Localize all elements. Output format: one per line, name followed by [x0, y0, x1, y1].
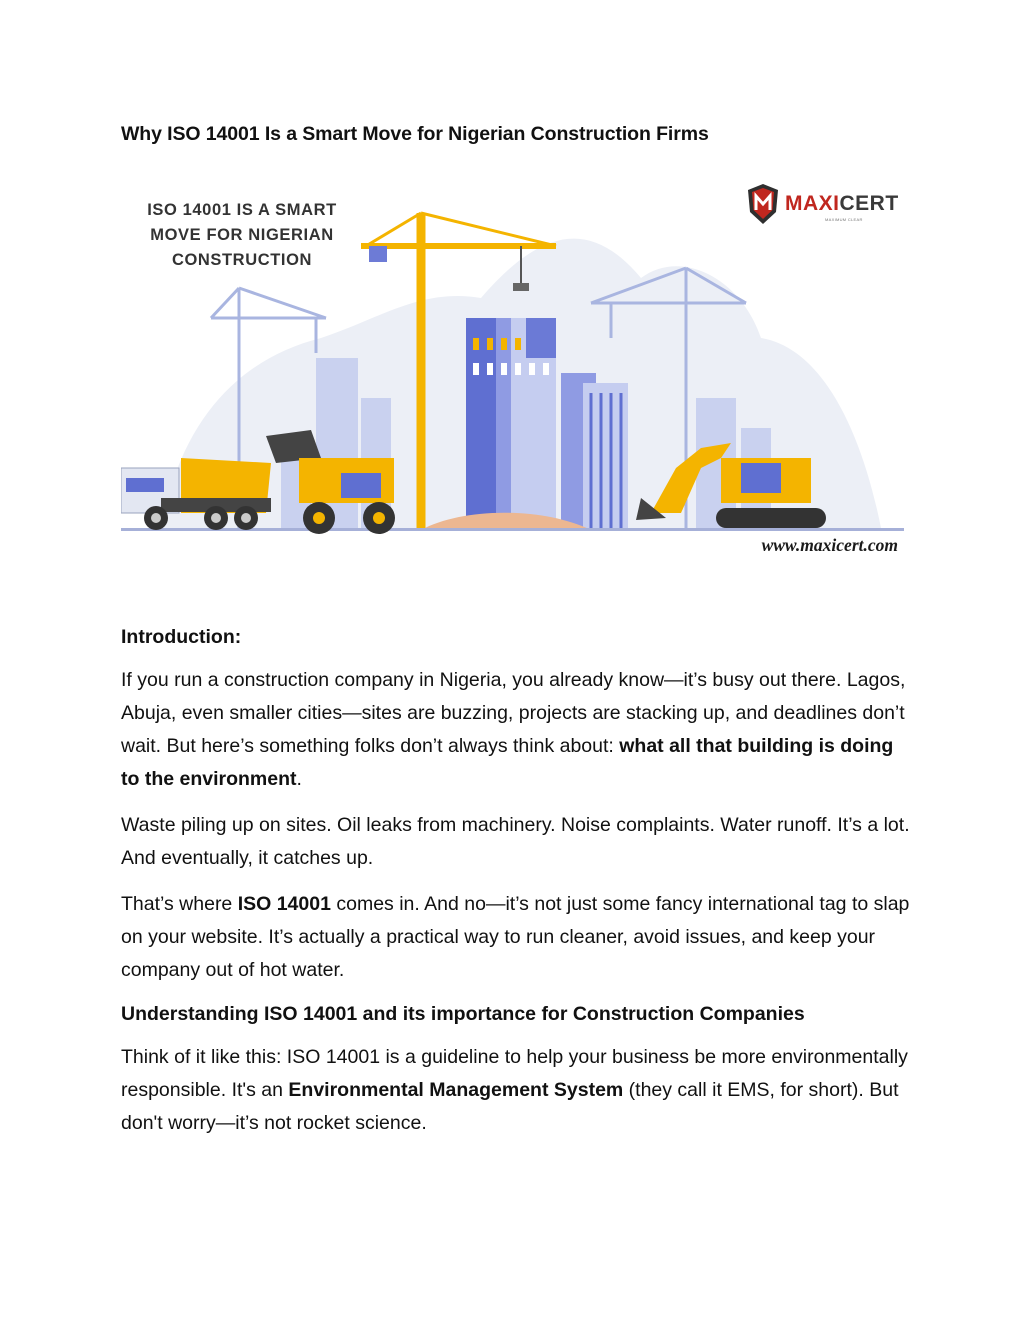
banner-heading: ISO 14001 IS A SMART MOVE FOR NIGERIAN CONSTRUCTION — [147, 201, 337, 269]
intro-paragraph-3 — [121, 888, 911, 987]
intro-p1-bold: what all that building is doing to the environment — [121, 735, 894, 790]
shield-m-icon — [745, 182, 781, 226]
section-p1-text: Think of it like this: ISO 14001 is a guideline to help your business be more environmentally responsible. It's an — [121, 1046, 908, 1101]
intro-p1-end: . — [296, 768, 302, 790]
page-title: Why ISO 14001 Is a Smart Move for Nigerian Construction Firms — [121, 123, 709, 145]
intro-p3-bold: ISO 14001 — [237, 893, 331, 915]
article-body — [121, 623, 911, 1153]
crane-counterweight — [369, 246, 387, 262]
logo-name-part2: CERT — [839, 192, 899, 215]
intro-heading: Introduction: — [121, 626, 242, 648]
main-building — [466, 318, 556, 528]
right-building — [561, 373, 628, 528]
logo-tagline: MAXIMUM CLEAR — [825, 217, 863, 222]
logo-name-part1: MAXI — [785, 192, 840, 215]
section-heading: Understanding ISO 14001 and its importance for Construction Companies — [121, 1003, 805, 1025]
intro-p3-text: That’s where — [121, 893, 238, 915]
intro-p3-text-2: comes in. And no—it’s not just some fancy international tag to slap on your website. It’s actually a practical way to run cleaner, avoid issues, and keep your company out of hot water. — [121, 893, 910, 981]
crane-hook — [513, 283, 529, 291]
intro-paragraph-1 — [121, 664, 911, 796]
section-p1-text-2: (they call it EMS, for short). But don't worry—it’s not rocket science. — [121, 1079, 899, 1134]
intro-p1-text: If you run a construction company in Nigeria, you already know—it’s busy out there. Lagos, Abuja, even smaller cities—sites are buzzing, projects are stacking up, and deadlines don’t wait. But here’s something folks don’t always think about: — [121, 669, 906, 757]
logo-wordmark — [785, 192, 899, 216]
maxicert-logo — [745, 182, 899, 230]
section-paragraph-1 — [121, 1041, 911, 1140]
banner-url: www.maxicert.com — [761, 535, 898, 555]
intro-paragraph-2: Waste piling up on sites. Oil leaks from machinery. Noise complaints. Water runoff. It’s a lot. And eventually, it catches up. — [121, 814, 910, 869]
ground-line — [121, 528, 904, 531]
banner-image — [121, 168, 904, 560]
section-p1-bold: Environmental Management System — [288, 1079, 624, 1101]
